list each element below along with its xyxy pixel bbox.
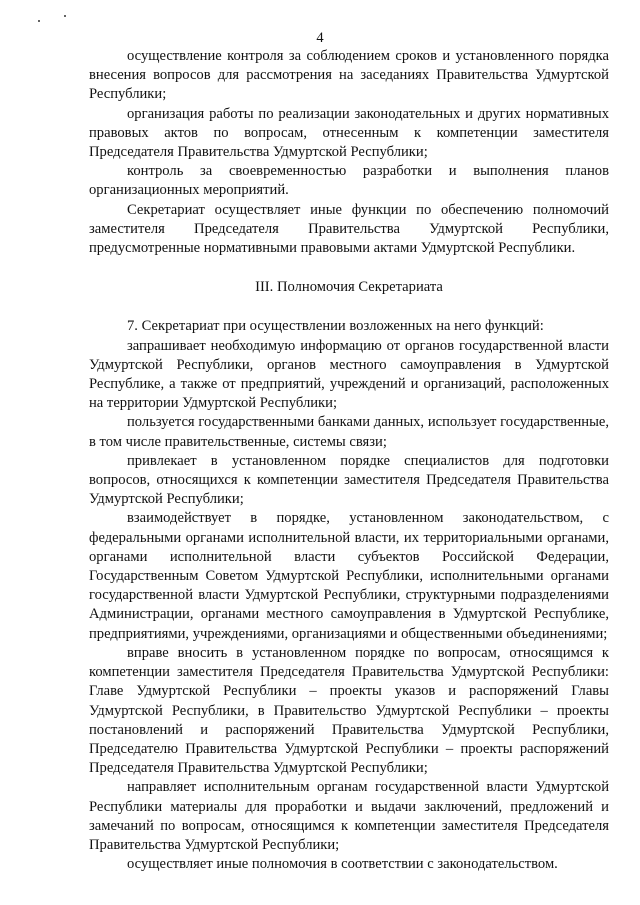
paragraph: осуществление контроля за соблюдением сроков и установленного порядка внесения вопросов для рассмотрения на заседаниях Правительства Удмуртской Республики;: [89, 48, 609, 103]
paragraph: привлекает в установленном порядке специалистов для подготовки вопросов, относящихся к компетенции заместителя Председателя Правительства Удмуртской Республики;: [89, 452, 609, 508]
paragraph: контроль за своевременностью разработки и выполнения планов организационных мероприятий.: [89, 163, 609, 199]
paragraph: Секретариат осуществляет иные функции по обеспечению полномочий заместителя Председателя Правительства Удмуртской Республики, предусмотренные нормативными правовыми актами Удмуртской Республики.: [89, 201, 609, 257]
page-number: 4: [316, 30, 324, 46]
document-body: [89, 47, 609, 874]
paragraph: 7. Секретариат при осуществлении возложенных на него функций:: [127, 318, 544, 335]
scan-speck: [38, 20, 40, 22]
scan-speck: [64, 15, 66, 17]
section-heading: III. Полномочия Секретариата: [255, 279, 443, 296]
paragraph: осуществляет иные полномочия в соответствии с законодательством.: [127, 856, 558, 873]
paragraph: вправе вносить в установленном порядке по вопросам, относящимся к компетенции заместителя Председателя Правительства Удмуртской Республики: Главе Удмуртской Республики – проекты указов и распоряжений Главы Удмуртской Республики, в Правительство Удмуртской Республики – проекты постановлений и распоряжений Правительства Удмуртской Республики, Председателю Правительства Удмуртской Республики – проекты распоряжений Председателя Правительства Удмуртской Республики;: [89, 644, 609, 777]
paragraph: взаимодействует в порядке, установленном законодательством, с федеральными органами исполнительной власти, их территориальными органами, органами исполнительной власти субъектов Российской Федерации, Государственным Советом Удмуртской Республики, исполнительными органами государственной власти Удмуртской Республики, структурными подразделениями Администрации, органами местного самоуправления в Удмуртской Республике, предприятиями, учреждениями, организациями и общественными объединениями;: [89, 510, 609, 642]
paragraph: пользуется государственными банками данных, использует государственные, в том числе правительственные, системы связи;: [89, 414, 609, 450]
paragraph: запрашивает необходимую информацию от органов государственной власти Удмуртской Республики, органов местного самоуправления в Удмуртской Республике, а также от предприятий, учреждений и организаций, расположенных на территории Удмуртской Республики;: [89, 337, 609, 412]
paragraph: организация работы по реализации законодательных и других нормативных правовых актов по вопросам, отнесенным к компетенции заместителя Председателя Правительства Удмуртской Республики;: [89, 105, 609, 161]
paragraph: направляет исполнительным органам государственной власти Удмуртской Республики материалы для проработки и выдачи заключений, предложений и замечаний по вопросам, относящимся к компетенции заместителя Председателя Правительства Удмуртской Республики;: [89, 779, 609, 853]
